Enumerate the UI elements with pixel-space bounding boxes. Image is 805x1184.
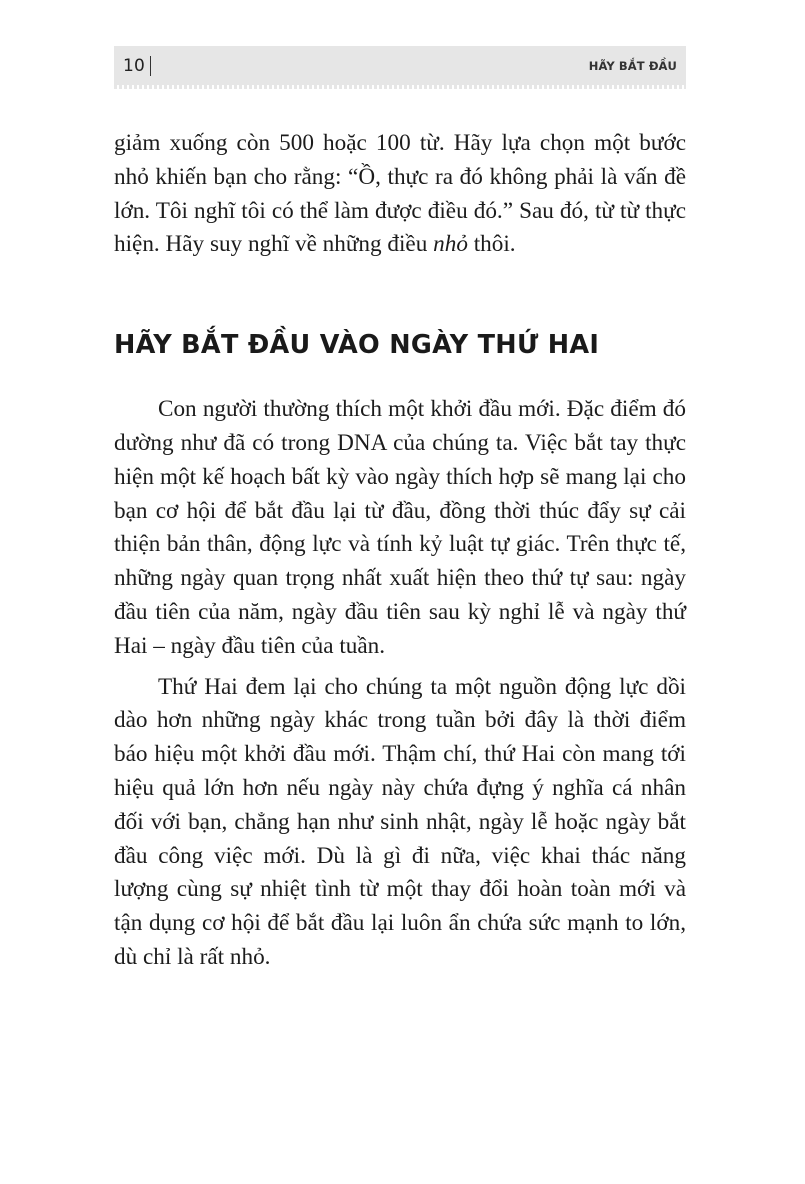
running-header bbox=[114, 46, 686, 86]
intro-italic-word: nhỏ bbox=[433, 231, 468, 258]
body-paragraph-1: Con người thường thích một khởi đầu mới. Đặc điểm đó dường như đã có trong DNA của chúng ta. Việc bắt tay thực hiện một kế hoạch bất kỳ vào ngày thích hợp sẽ mang lại cho bạn cơ hội để bắt đầu lại từ đầu, đồng thời thúc đẩy sự cải thiện bản thân, động lực và tính kỷ luật tự giác. Trên thực tế, những ngày quan trọng nhất xuất hiện theo thứ tự sau: ngày đầu tiên của năm, ngày đầu tiên sau kỳ nghỉ lễ và ngày thứ Hai – ngày đầu tiên của tuần. bbox=[114, 396, 686, 659]
intro-text-end: thôi. bbox=[467, 231, 516, 258]
section-heading: HÃY BẮT ĐẦU VÀO NGÀY THỨ HAI bbox=[114, 330, 600, 361]
running-title: HÃY BẮT ĐẦU bbox=[588, 59, 677, 73]
intro-paragraph bbox=[114, 127, 686, 262]
body-paragraph-2: Thứ Hai đem lại cho chúng ta một nguồn động lực dồi dào hơn những ngày khác trong tuần bởi đây là thời điểm báo hiệu một khởi đầu mới. Thậm chí, thứ Hai còn mang tới hiệu quả lớn hơn nếu ngày này chứa đựng ý nghĩa cá nhân đối với bạn, chẳng hạn như sinh nhật, ngày lễ hoặc ngày bắt đầu công việc mới. Dù là gì đi nữa, việc khai thác năng lượng cùng sự nhiệt tình từ một thay đổi hoàn toàn mới và tận dụng cơ hội để bắt đầu lại luôn ẩn chứa sức mạnh to lớn, dù chỉ là rất nhỏ. bbox=[114, 673, 686, 970]
page-body bbox=[114, 127, 686, 975]
page-number: 10 bbox=[123, 56, 146, 76]
intro-text: giảm xuống còn 500 hoặc 100 từ. Hãy lựa chọn một bước nhỏ khiến bạn cho rằng: “Ồ, thực ra đó không phải là vấn đề lớn. Tôi nghĩ tôi có thể làm được điều đó.” Sau đó, từ từ thực hiện. Hãy suy nghĩ về những điều bbox=[114, 130, 686, 258]
header-divider bbox=[150, 56, 151, 76]
